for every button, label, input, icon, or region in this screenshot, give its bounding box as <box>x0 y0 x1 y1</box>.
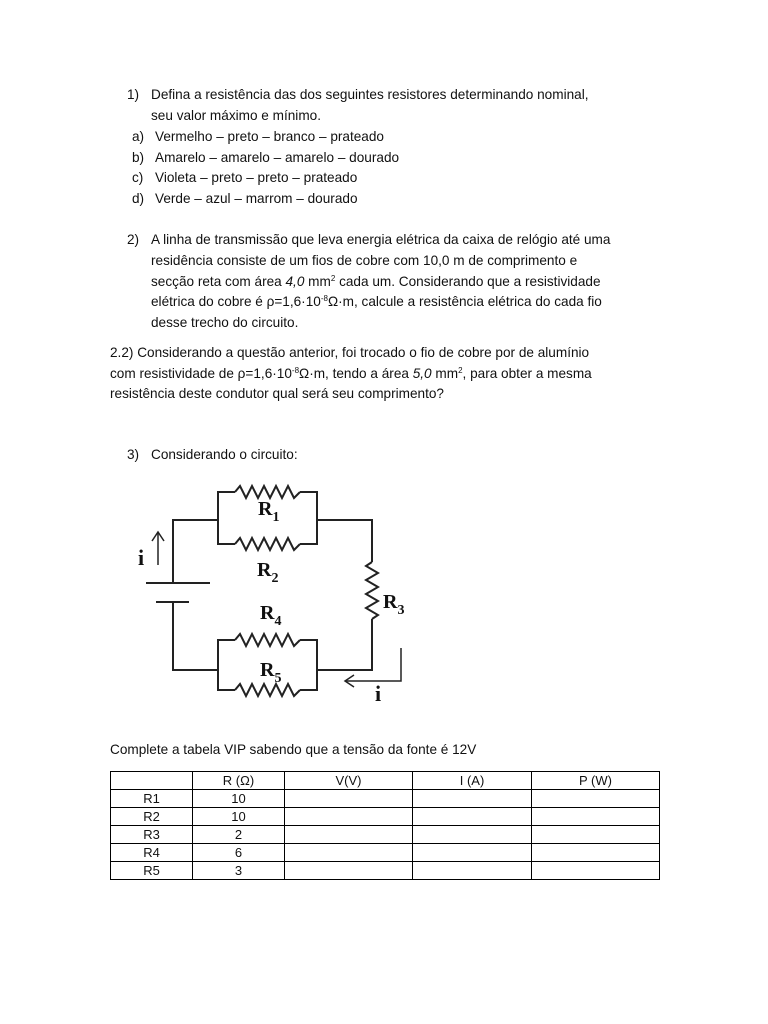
power-cell[interactable] <box>532 808 660 826</box>
resistance-cell: 6 <box>193 844 285 862</box>
q2-line4: elétrica do cobre é $\rho=1,6\cdot 10^{-8}\Omega\cdot m$, calcule a resistência elétrica do cada fio <box>151 294 602 309</box>
header-cell: R (Ω) <box>193 772 285 790</box>
voltage-cell[interactable] <box>285 862 413 880</box>
current-cell[interactable] <box>413 790 532 808</box>
resistance-cell: 10 <box>193 790 285 808</box>
voltage-cell[interactable] <box>285 790 413 808</box>
header-cell: I (A) <box>413 772 532 790</box>
table-row <box>111 790 660 808</box>
q22-line2: com resistividade de $\rho=1,6\cdot 10^{-8}\Omega\cdot m$, tendo a área 5,0 $mm^2$, para obter a mesma <box>110 366 592 381</box>
voltage-cell[interactable] <box>285 844 413 862</box>
row-name-cell: R1 <box>111 790 193 808</box>
q2-line3: secção reta com área 4,0 $mm^2$ cada um. Considerando que a resistividade <box>151 274 601 289</box>
q2-line5: desse trecho do circuito. <box>151 315 299 330</box>
label-r3: $R_3$ <box>383 591 405 618</box>
q1-item-letter: a) <box>132 129 145 144</box>
wire-right-upper <box>317 520 372 562</box>
q3-text: Considerando o circuito: <box>151 447 298 462</box>
current-arrow-right-shaft <box>346 648 401 681</box>
q2-number: 2) <box>127 232 140 247</box>
label-r1: $R_1$ <box>258 498 280 525</box>
row-name-cell: R5 <box>111 862 193 880</box>
wire-left-lower <box>173 602 218 670</box>
row-name-cell: R4 <box>111 844 193 862</box>
current-cell[interactable] <box>413 808 532 826</box>
q2-line2: residência consiste de um fios de cobre com 10,0 m de comprimento e <box>151 253 578 268</box>
label-r2: $R_2$ <box>257 559 279 586</box>
row-name-cell: R2 <box>111 808 193 826</box>
header-cell: V(V) <box>285 772 413 790</box>
q1-item-letter: c) <box>132 170 144 185</box>
resistor-r4 <box>235 634 300 646</box>
power-cell[interactable] <box>532 790 660 808</box>
resistance-cell: 3 <box>193 862 285 880</box>
q1-item-letter: b) <box>132 150 145 165</box>
table-row <box>111 862 660 880</box>
table-row <box>111 808 660 826</box>
q22-line1: 2.2) Considerando a questão anterior, foi trocado o fio de cobre por de alumínio <box>110 345 590 360</box>
power-cell[interactable] <box>532 826 660 844</box>
q3-number: 3) <box>127 447 140 462</box>
table-row <box>111 826 660 844</box>
q1-item-b: Amarelo – amarelo – amarelo – dourado <box>155 150 400 165</box>
power-cell[interactable] <box>532 862 660 880</box>
q1-item-letter: d) <box>132 191 145 206</box>
current-cell[interactable] <box>413 826 532 844</box>
power-cell[interactable] <box>532 844 660 862</box>
table-row <box>111 844 660 862</box>
wire-right-lower <box>317 619 372 670</box>
q1-text-line1: Defina a resistência das dos seguintes resistores determinando nominal, <box>151 87 589 102</box>
q1-item-a: Vermelho – preto – branco – prateado <box>155 129 384 144</box>
current-cell[interactable] <box>413 844 532 862</box>
resistor-r3 <box>366 562 378 619</box>
header-cell <box>111 772 193 790</box>
wire-left-upper <box>173 520 218 583</box>
resistor-r2 <box>235 538 300 550</box>
vip-table <box>110 771 660 880</box>
q1-number: 1) <box>127 87 140 102</box>
resistor-r5 <box>235 684 300 696</box>
resistance-cell: 10 <box>193 808 285 826</box>
q2-line1: A linha de transmissão que leva energia elétrica da caixa de relógio até uma <box>151 232 611 247</box>
current-label-right: i <box>375 681 382 706</box>
table-header-row <box>111 772 660 790</box>
q22-line3: resistência deste condutor qual será seu comprimento? <box>110 386 444 401</box>
circuit-diagram <box>110 470 420 710</box>
label-r5: $R_5$ <box>260 659 282 686</box>
q1-item-c: Violeta – preto – preto – prateado <box>155 170 358 185</box>
label-r4: $R_4$ <box>260 602 282 629</box>
table-intro: Complete a tabela VIP sabendo que a tensão da fonte é 12V <box>110 742 477 757</box>
voltage-cell[interactable] <box>285 808 413 826</box>
header-cell: P (W) <box>532 772 660 790</box>
voltage-cell[interactable] <box>285 826 413 844</box>
resistor-r1 <box>235 486 300 498</box>
row-name-cell: R3 <box>111 826 193 844</box>
q1-text-line2: seu valor máximo e mínimo. <box>151 108 321 123</box>
resistance-cell: 2 <box>193 826 285 844</box>
current-cell[interactable] <box>413 862 532 880</box>
q1-item-d: Verde – azul – marrom – dourado <box>155 191 358 206</box>
current-label-left: i <box>138 545 145 570</box>
